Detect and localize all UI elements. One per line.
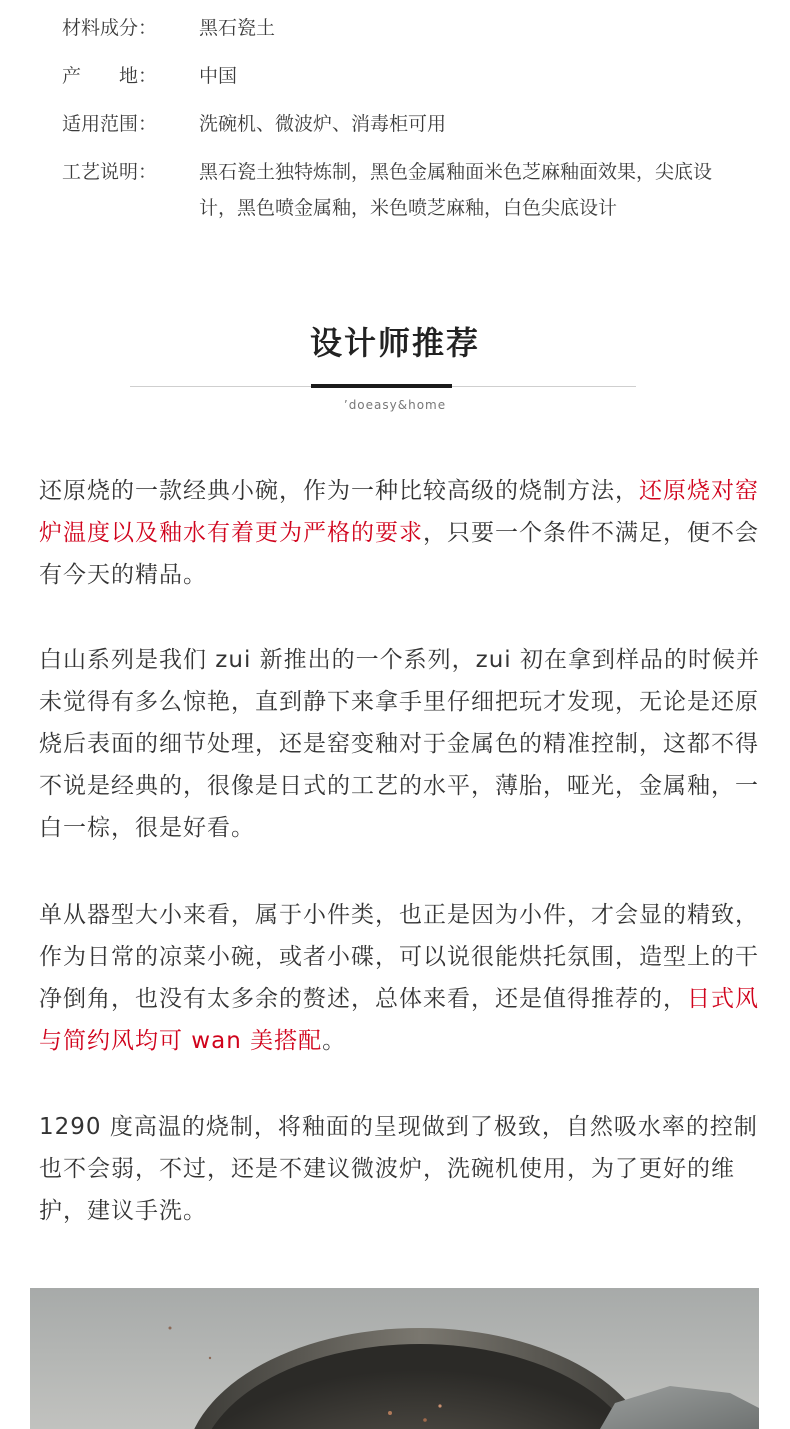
spec-label: 适用范围： (62, 113, 158, 135)
paragraph-firing-temperature: 1290 度高温的烧制，将釉面的呈现做到了极致，自然吸水率的控制也不会弱，不过，还是不建议微波炉，洗碗机使用，为了更好的维护，建议手洗。 (39, 1114, 758, 1224)
paragraph-text: ，只要一个条件不满足，便不会有今天的精品。 (39, 520, 759, 588)
paragraph-text: 。 (322, 1028, 347, 1054)
spec-label: 工艺说明： (62, 161, 158, 183)
section-title: 设计师推荐 (309, 324, 480, 362)
spec-label: 材料成分： (62, 17, 158, 39)
product-photo (30, 1288, 759, 1429)
spec-value: 黑石瓷土独特炼制，黑色金属釉面米色芝麻釉面效果，尖底设计，黑色喷金属釉，米色喷芝麻釉，白色尖底设计 (199, 161, 713, 219)
paragraph-reduction-firing (39, 470, 779, 596)
spec-value: 黑石瓷土 (199, 17, 276, 39)
bowl-interior (198, 1344, 642, 1429)
paragraph-series-intro: 白山系列是我们 zui 新推出的一个系列，zui 初在拿到样品的时候并未觉得有多么惊艳，直到静下来拿手里仔细把玩才发现，无论是还原烧后表面的细节处理，还是窑变釉对于金属色的精准控制，这都不得不说是经典的，很像是日式的工艺的水平，薄胎，哑光，金属釉，一白一棕，很是好看。 (39, 647, 761, 841)
spec-label: 产 地： (62, 65, 158, 87)
paragraph-shape (39, 894, 779, 1062)
paragraph-text: 单从器型大小来看，属于小件类，也正是因为小件，才会显的精致，作为日常的凉菜小碗，或者小碟，可以说很能烘托氛围，造型上的干净倒角，也没有太多余的赘述，总体来看，还是值得推荐的， (39, 902, 759, 1012)
spec-value: 中国 (199, 65, 238, 87)
highlight-text: 日式风与简约风均可 wan 美搭配 (39, 986, 759, 1054)
highlight-text: 还原烧对窑炉温度以及釉水有着更为严格的要求 (39, 478, 759, 546)
bowl-photo-illustration (30, 1288, 759, 1429)
brand-tag: ’doeasy&home (343, 398, 447, 412)
stone-decoration (600, 1386, 759, 1429)
title-divider-accent (311, 384, 452, 388)
spec-value: 洗碗机、微波炉、消毒柜可用 (199, 113, 447, 135)
paragraph-text: 还原烧的一款经典小碗，作为一种比较高级的烧制方法， (39, 478, 639, 504)
